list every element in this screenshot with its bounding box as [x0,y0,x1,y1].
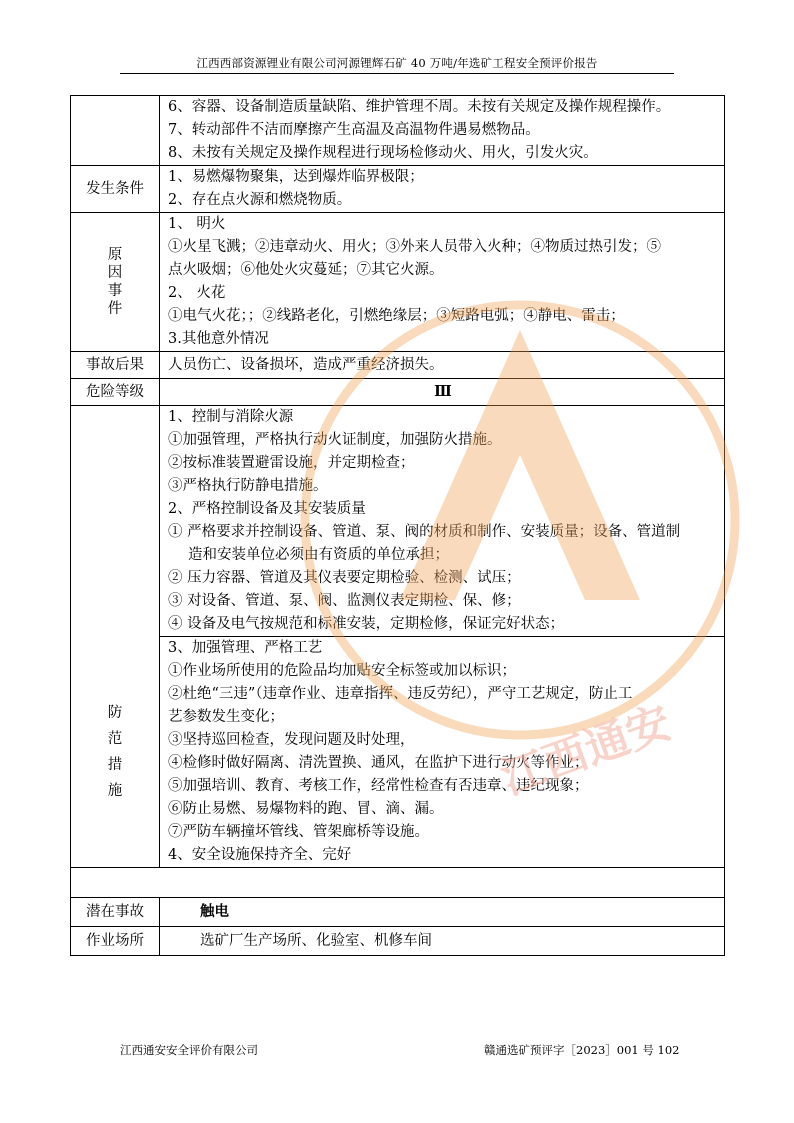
level-label: 危险等级 [71,379,160,406]
spacer-cell [71,868,725,898]
list-item-continued: 造和安装单位必须由有资质的单位承担； [188,547,449,563]
potential-value: 触电 [160,898,725,927]
watermark-text: 江西通安 [495,696,678,805]
text-line: ⑤加强培训、教育、考核工作，经常性检查有否违章、违纪现象； [168,778,589,794]
text-line: 艺参数发生变化； [168,709,284,725]
text-line: 4、安全设施保持齐全、完好 [168,847,352,863]
label-char: 施 [107,782,123,799]
table-row-consequence [71,352,725,379]
list-item: ② 压力容器、管道及其仪表要定期检验、检测、试压； [168,570,521,586]
text-line: ①火星飞溅；②违章动火、用火；③外来人员带入火种；④物质过热引发；⑤ [168,239,661,255]
prevention-content-2 [160,637,725,868]
list-item: ① 严格要求并控制设备、管道、泵、阀的材质和制作、安装质量；设备、管道制 [168,524,681,540]
table-row-top [71,96,725,166]
text-line: 8、未按有关规定及操作规程进行现场检修动火、用火，引发火灾。 [168,145,598,161]
header-rule [120,73,674,74]
label-char: 件 [107,301,123,317]
label-char: 措 [107,756,123,773]
workplace-value: 选矿厂生产场所、化验室、机修车间 [160,927,725,956]
consequence-content: 人员伤亡、设备损坏，造成严重经济损失。 [160,352,725,379]
empty-label-cell [71,406,160,637]
footer-doc-number: 赣通选矿预评字［2023］001 号 102 [484,1043,680,1057]
text-line: ②杜绝“三违”（违章作业、违章指挥、违反劳纪），严守工艺规定，防止工 [168,686,633,702]
label-char: 防 [107,704,123,721]
top-content [160,96,725,166]
table-row-level [71,379,725,406]
text-line: ①电气火花；；②线路老化，引燃绝缘层；③短路电弧；④静电、雷击； [168,308,625,324]
table-row-spacer [71,868,725,898]
cause-label [71,213,160,352]
text-line: 1、易燃爆物聚集，达到爆炸临界极限； [168,169,424,185]
label-char: 原 [107,247,123,263]
footer-company: 江西通安安全评价有限公司 [120,1043,258,1057]
text-line: ⑥防止易燃、易爆物料的跑、冒、滴、漏。 [168,801,444,817]
text-line: ①作业场所使用的危险品均加贴安全标签或加以标识； [168,663,516,679]
text-line: ①加强管理，严格执行动火证制度，加强防火措施。 [168,432,502,448]
table-row-workplace [71,927,725,956]
empty-label-cell [71,96,160,166]
table-row-cause [71,213,725,352]
text-line: 1、 明火 [168,216,226,232]
potential-label: 潜在事故 [71,898,160,927]
consequence-label: 事故后果 [71,352,160,379]
label-char: 因 [107,265,123,281]
prevention-label [71,637,160,868]
text-line: 3.其他意外情况 [168,331,269,347]
list-item: ③ 对设备、管道、泵、阀、监测仪表定期检、保、修； [168,593,521,609]
text-line: 2、严格控制设备及其安装质量 [168,501,366,517]
level-value: Ⅲ [160,379,725,406]
table-row-prevention-1 [71,406,725,637]
table-row-prevention-2 [71,637,725,868]
text-line: 2、存在点火源和燃烧物质。 [168,192,352,208]
prevention-content-1 [160,406,725,637]
page-header: 江西西部资源锂业有限公司河源锂辉石矿 40 万吨/年选矿工程安全预评价报告 [196,56,598,70]
label-char: 事 [107,283,123,299]
text-line: ③严格执行防静电措施。 [168,478,328,494]
list-item: ④ 设备及电气按规范和标准安装，定期检修，保证完好状态； [168,616,565,632]
text-line: ②按标准装置避雷设施，并定期检查； [168,455,415,471]
text-line: 1、控制与消除火源 [168,409,294,425]
text-line: 7、转动部件不洁而摩擦产生高温及高温物件遇易燃物品。 [168,122,540,138]
text-line: 点火吸烟；⑥他处火灾蔓延；⑦其它火源。 [168,262,444,278]
cause-content [160,213,725,352]
text-line: ③坚持巡回检查，发现问题及时处理， [168,732,415,748]
condition-label: 发生条件 [71,166,160,213]
label-char: 范 [107,730,123,747]
table-row-condition [71,166,725,213]
text-line: 3、加强管理、严格工艺 [168,640,323,656]
text-line: ⑦严防车辆撞坏管线、管架廊桥等设施。 [168,824,429,840]
table-row-potential [71,898,725,927]
text-line: ④检修时做好隔离、清洗置换、通风，在监护下进行动火等作业； [168,755,589,771]
text-line: 2、 火花 [168,285,226,301]
text-line: 6、容器、设备制造质量缺陷、维护管理不周。未按有关规定及操作规程操作。 [168,99,671,115]
condition-content [160,166,725,213]
hazard-table [70,95,725,956]
workplace-label: 作业场所 [71,927,160,956]
